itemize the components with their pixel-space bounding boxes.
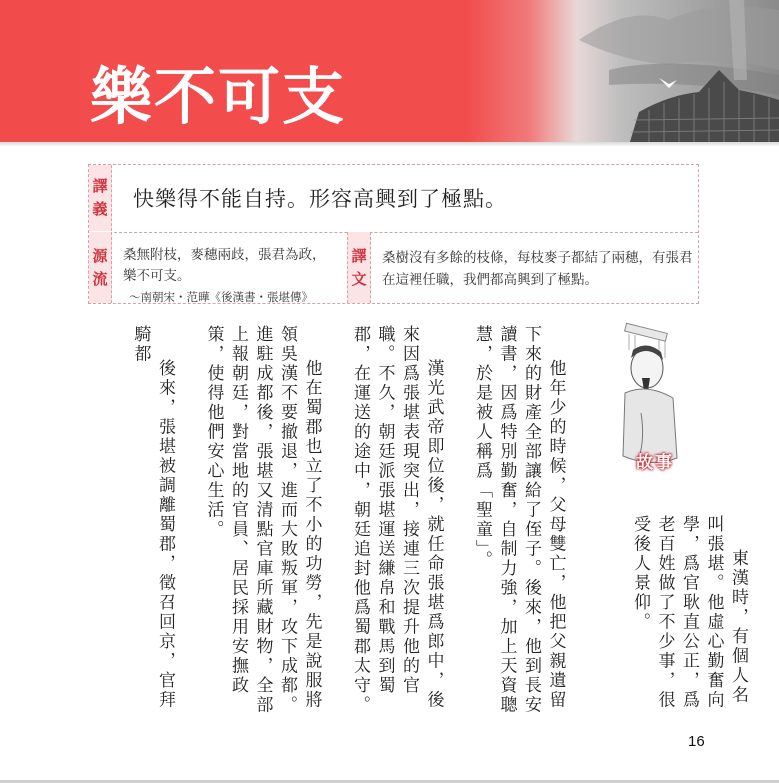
story-paragraph: 他年少的時候，父母雙亡，他把父親遺留下來的財產全部讓給了侄子。後來，他到長安讀書，因爲特別勤奮，自制力強，加上天資聰慧，於是被人稱爲「聖童」。 (472, 325, 566, 715)
origin-citation: 〜南朝宋・范曄《後漢書・張堪傳》 (129, 290, 313, 304)
page-number: 16 (688, 733, 705, 750)
origin-label: 源 流 (89, 232, 112, 303)
story-text (100, 325, 750, 715)
meaning-label: 譯 義 (89, 165, 112, 231)
origin-text (123, 245, 333, 307)
banner-shadow (0, 142, 779, 147)
story-paragraph: 後來，張堪被調離蜀郡，徵召回京，官拜騎都 (130, 325, 175, 710)
story-paragraph: 他在蜀郡也立了不小的功勞，先是說服將領吳漢不要撤退，進而大敗叛軍，攻下成都。進駐成都後，張堪又清點官庫所藏財物，全部上報朝廷，對當地的官員、居民採用安撫政策，使得他們安心生活。 (203, 325, 322, 715)
title-banner (0, 0, 779, 145)
story-paragraph: 東漢時，有個人名叫張堪。他虛心勤奮向學，爲官耿直公正，爲老百姓做了不少事，很受後人景仰。 (630, 515, 748, 710)
story-paragraph: 漢光武帝即位後，就任命張堪爲郎中，後來因爲張堪表現突出，接連三次提升他的官職。不久，朝廷派張堪運送縑帛和戰馬到蜀郡，在運送的途中，朝廷追封他爲蜀郡太守。 (350, 325, 444, 715)
page-title: 樂不可支 (90, 60, 347, 133)
meaning-row (89, 165, 698, 233)
definition-box (88, 164, 699, 304)
origin-quote: 桑無附枝，麥穗兩歧，張君為政，樂不可支。 (123, 247, 326, 284)
translation-text: 桑樹沒有多餘的枝條，每枝麥子都結了兩穗，有張君在這裡任職，我們都高興到了極點。 (382, 250, 693, 288)
meaning-text: 快樂得不能自持。形容高興到了極點。 (133, 187, 507, 211)
story-badge: 故事 (636, 453, 674, 473)
ink-landscape-pavilion-illustration (519, 0, 779, 145)
translation-label: 譯 文 (347, 232, 371, 303)
